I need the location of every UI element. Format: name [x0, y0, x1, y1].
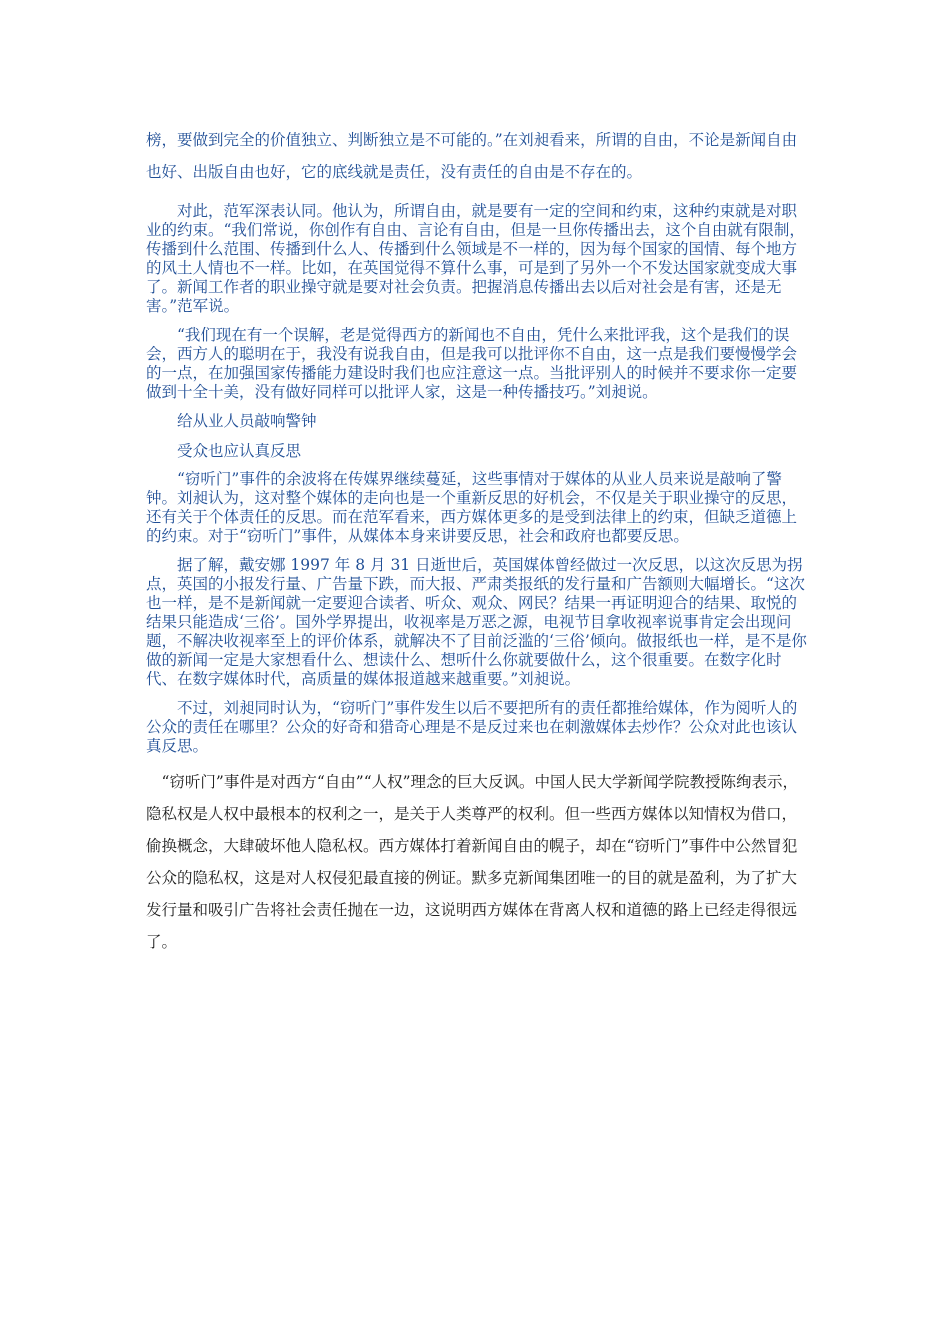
- paragraph-western-misunderstanding: “我们现在有一个误解，老是觉得西方的新闻也不自由，凭什么来批评我，这个是我们的误会，西方人的聪明在于，我没有说我自由，但是我可以批评你不自由，这一点是我们要慢慢学会的一点，在加强国家传播能力建设时我们也应注意这一点。当批评别人的时候并不要求你一定要做到十全十美，没有做好同样可以批评人家，这是一种传播技巧。”刘昶说。: [146, 326, 798, 401]
- paragraph-freedom-responsibility: 榜，要做到完全的价值独立、判断独立是不可能的。”在刘昶看来，所谓的自由，不论是新闻自由也好、出版自由也好，它的底线就是责任，没有责任的自由是不存在的。: [146, 131, 798, 181]
- paragraph-public-responsibility: 不过，刘昶同时认为，“窃听门”事件发生以后不要把所有的责任都推给媒体，作为阅听人的公众的责任在哪里？公众的好奇和猎奇心理是不是反过来也在刺激媒体去炒作？公众对此也该认真反思。: [146, 699, 798, 755]
- paragraph-diana-reflection: 据了解，戴安娜 1997 年 8 月 31 日逝世后，英国媒体曾经做过一次反思，以这次反思为拐点，英国的小报发行量、广告量下跌，而大报、严肃类报纸的发行量和广告额则大幅增长。“这次也一样，是不是新闻就一定要迎合读者、听众、观众、网民？结果一再证明迎合的结果、取悦的结果只能造成‘三俗’。国外学界提出，收视率是万恶之源，电视节目拿收视率说事肯定会出现问题，不解决收视率至上的评价体系，就解决不了目前泛滥的‘三俗’倾向。做报纸也一样，是不是你做的新闻一定是大家想看什么、想读什么、想听什么你就要做什么，这个很重要。在数字化时代、在数字媒体时代，高质量的媒体报道越来越重要。”刘昶说。: [146, 556, 807, 688]
- paragraph-fan-jun-agrees: 对此，范军深表认同。他认为，所谓自由，就是要有一定的空间和约束，这种约束就是对职业的约束。“我们常说，你创作有自由、言论有自由，但是一旦你传播出去，这个自由就有限制，传播到什么范围、传播到什么人、传播到什么领域是不一样的，因为每个国家的国情、每个地方的风土人情也不一样。比如，在英国觉得不算什么事，可是到了另外一个不发达国家就变成大事了。新闻工作者的职业操守就是要对社会负责。把握消息传播出去以后对社会是有害，还是无害。”范军说。: [146, 202, 805, 315]
- subheading-alarm-bell: 给从业人员敲响警钟: [177, 412, 317, 430]
- paragraph-hacking-aftermath: “窃听门”事件的余波将在传媒界继续蔓延，这些事情对于媒体的从业人员来说是敲响了警钟。刘昶认为，这对整个媒体的走向也是一个重新反思的好机会，不仅是关于职业操守的反思，还有关于个体责任的反思。而在范军看来，西方媒体更多的是受到法律上的约束，但缺乏道德上的约束。对于“窃听门”事件，从媒体本身来讲要反思，社会和政府也都要反思。: [146, 470, 798, 545]
- paragraph-privacy-rights: “窃听门”事件是对西方“自由”“人权”理念的巨大反讽。中国人民大学新闻学院教授陈绚表示，隐私权是人权中最根本的权利之一，是关于人类尊严的权利。但一些西方媒体以知情权为借口，偷换概念，大肆破坏他人隐私权。西方媒体打着新闻自由的幌子，却在“窃听门”事件中公然冒犯公众的隐私权，这是对人权侵犯最直接的例证。默多克新闻集团唯一的目的就是盈利，为了扩大发行量和吸引广告将社会责任抛在一边，这说明西方媒体在背离人权和道德的路上已经走得很远了。: [146, 773, 799, 951]
- document-page: [146, 124, 808, 958]
- subheading-audience-reflect: 受众也应认真反思: [177, 442, 302, 460]
